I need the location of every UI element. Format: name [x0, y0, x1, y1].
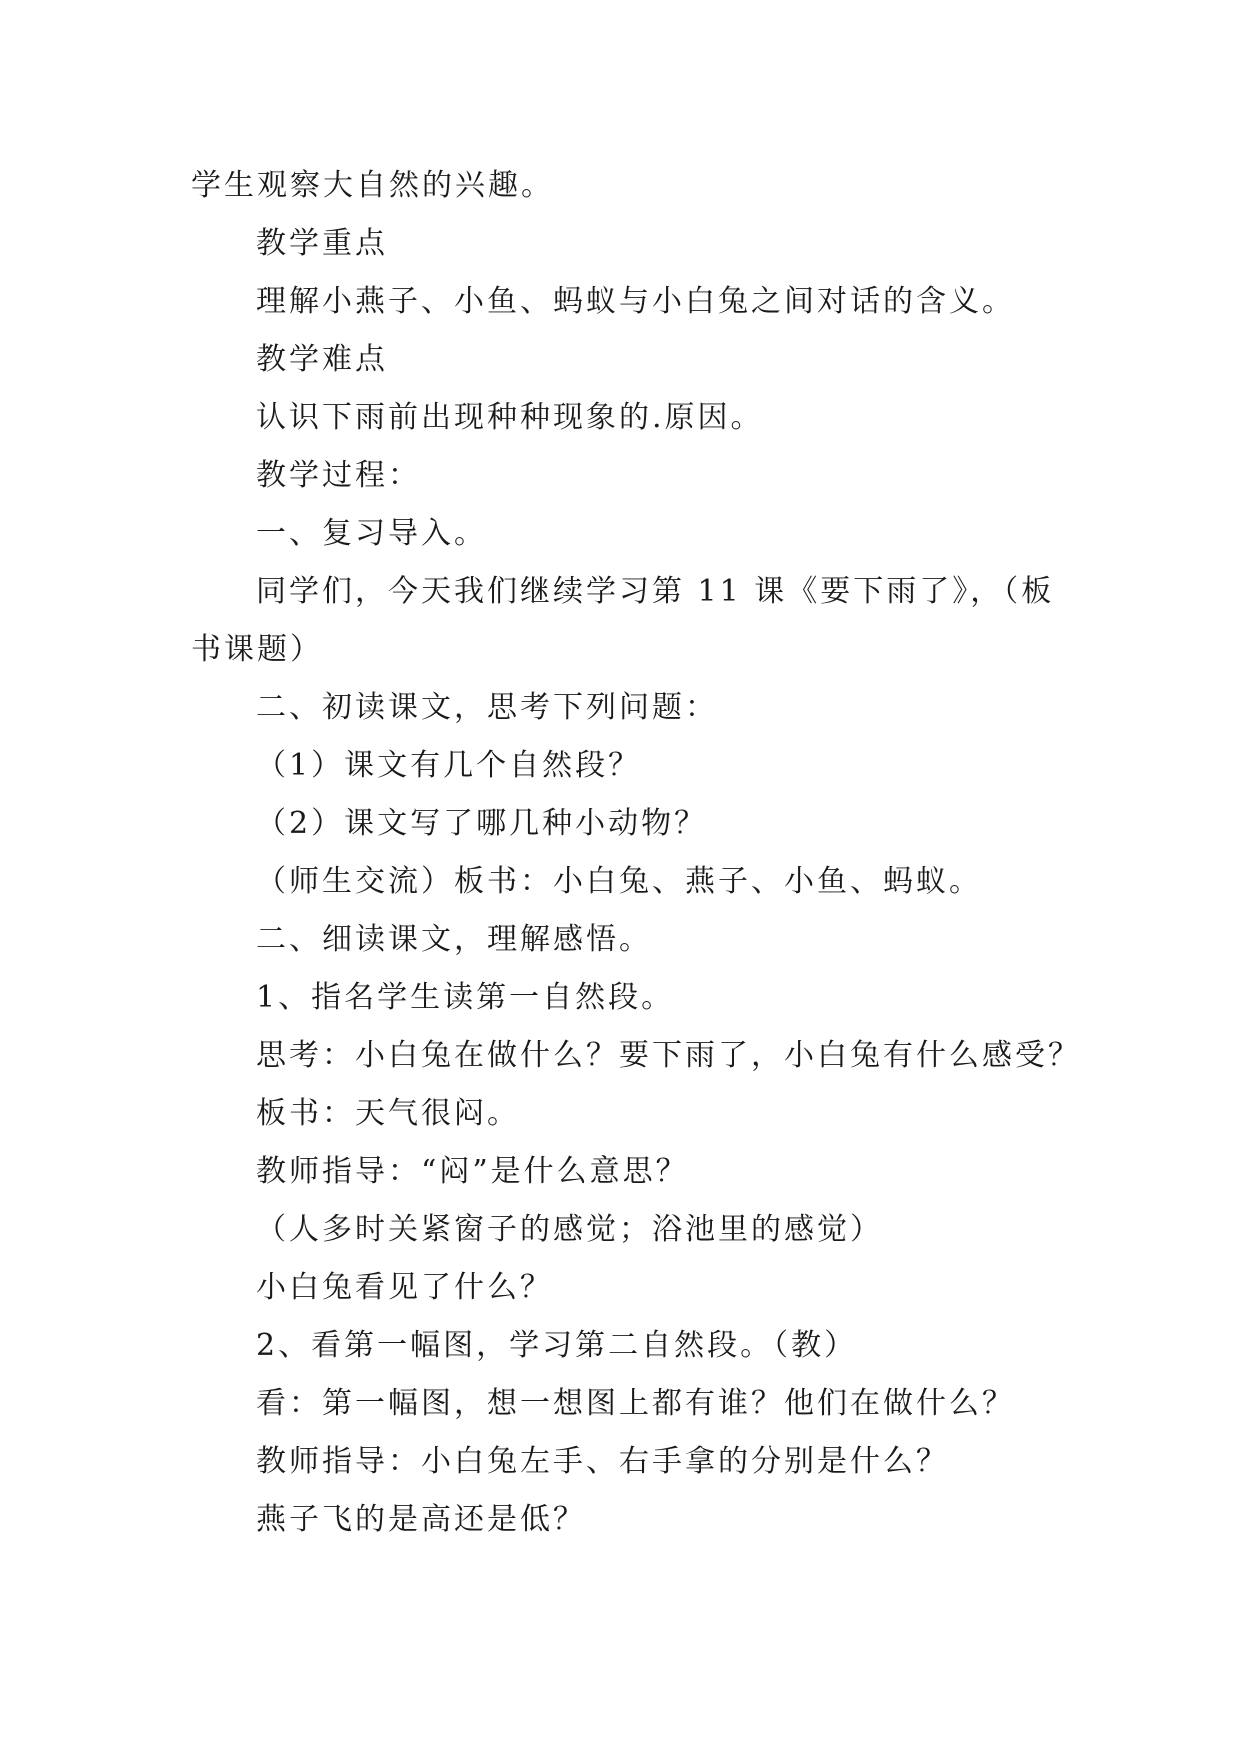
text-line: （人多时关紧窗子的感觉；浴池里的感觉） — [256, 1212, 883, 1247]
text-line: 理解小燕子、小鱼、蚂蚁与小白兔之间对话的含义。 — [256, 284, 1015, 319]
text-line: 学生观察大自然的兴趣。 — [191, 168, 554, 203]
text-line: 思考：小白兔在做什么？要下雨了，小白兔有什么感受？ — [256, 1038, 1081, 1073]
text-line: 书课题） — [191, 632, 323, 667]
section-heading: 一、复习导入。 — [256, 516, 487, 551]
text-line: 小白兔看见了什么？ — [256, 1270, 553, 1305]
question-item: （1）课文有几个自然段？ — [256, 748, 642, 783]
heading-teaching-difficulty: 教学难点 — [256, 342, 388, 377]
section-heading: 二、细读课文，理解感悟。 — [256, 922, 652, 957]
heading-teaching-process: 教学过程： — [256, 458, 421, 493]
text-line: 看：第一幅图，想一想图上都有谁？他们在做什么？ — [256, 1386, 1015, 1421]
question-item: （2）课文写了哪几种小动物？ — [256, 806, 708, 841]
text-line: 板书：天气很闷。 — [256, 1096, 520, 1131]
text-line: 1、指名学生读第一自然段。 — [256, 980, 675, 1015]
text-line: 教师指导：“闷”是什么意思？ — [256, 1154, 689, 1189]
heading-teaching-focus: 教学重点 — [256, 226, 388, 261]
text-line: 2、看第一幅图，学习第二自然段。（教） — [256, 1328, 858, 1363]
text-line: 认识下雨前出现种种现象的.原因。 — [256, 400, 764, 435]
text-line: 教师指导：小白兔左手、右手拿的分别是什么？ — [256, 1444, 949, 1479]
text-line: 同学们，今天我们继续学习第 11 课《要下雨了》，（板 — [256, 574, 1055, 609]
text-line: 燕子飞的是高还是低？ — [256, 1502, 586, 1537]
section-heading: 二、初读课文，思考下列问题： — [256, 690, 718, 725]
text-line: （师生交流）板书：小白兔、燕子、小鱼、蚂蚁。 — [256, 864, 982, 899]
